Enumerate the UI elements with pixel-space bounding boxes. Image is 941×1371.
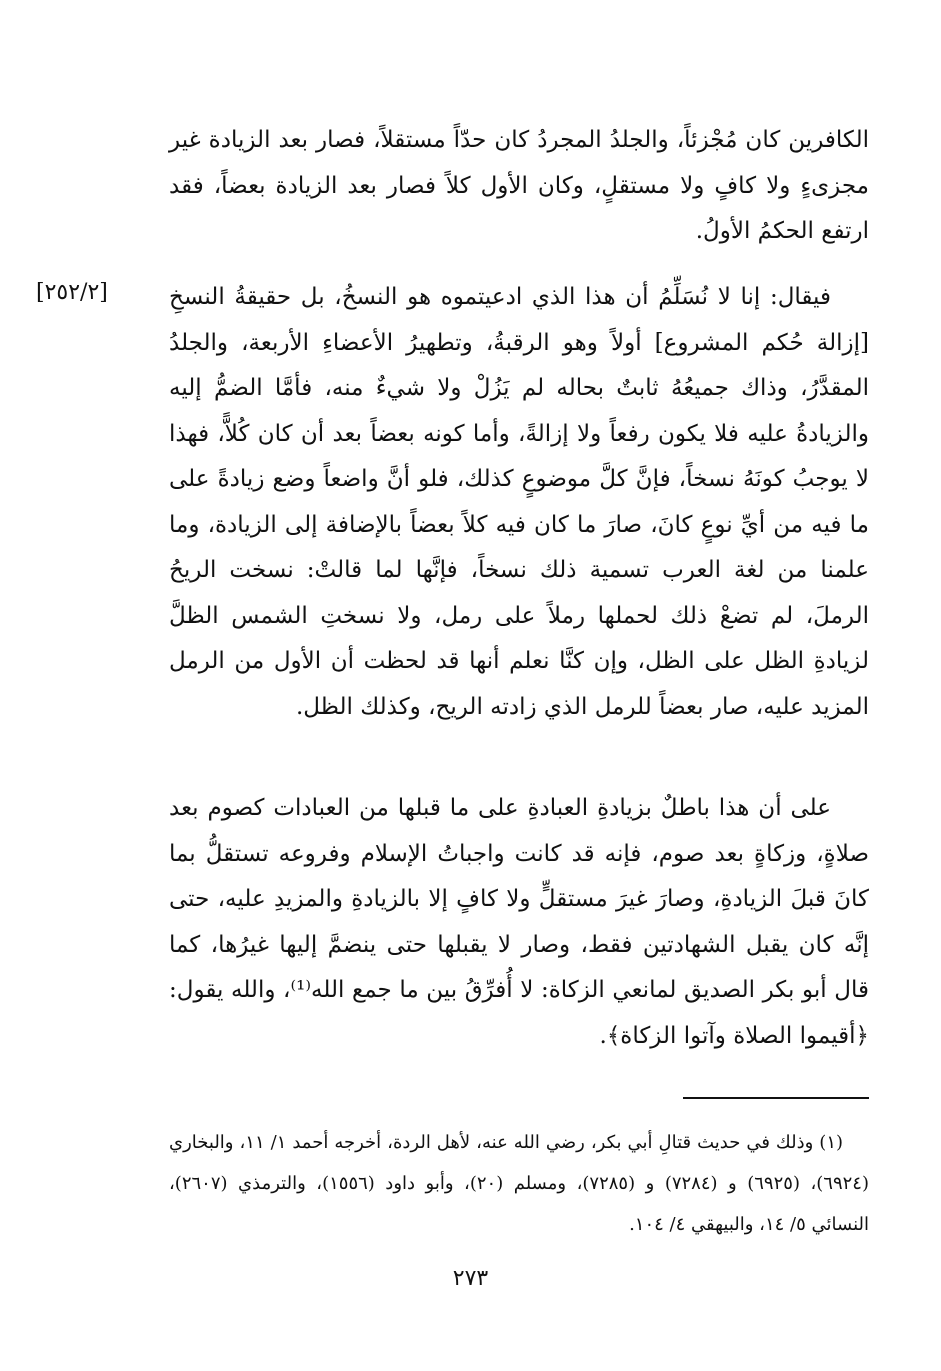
footnote <box>169 1122 869 1245</box>
paragraph-1: الكافرين كان مُجْزئاً، والجلدُ المجردُ كان حدّاً مستقلاً، فصار بعد الزيادة غير مجزىءٍ ولا كافٍ ولا مستقلٍ، وكان الأول كلاً فصار بعد الزيادة بعضاً، فقد ارتفع الحكمُ الأولُ. <box>169 127 869 244</box>
page-number: ٢٧٣ <box>452 1266 489 1291</box>
paragraph-2: فيقال: إنا لا نُسَلِّمُ أن هذا الذي ادعيتموه هو النسخُ، بل حقيقةُ النسخِ [إزالة حُكم المشروع] أولاً وهو الرقبةُ، وتطهيرُ الأعضاءِ الأربعة، والجلدُ المقدَّرُ، وذاك جميعُهُ ثابتٌ بحاله لم يَزُلْ ولا شيءٌ منه، فأمَّا الضمُّ إليه والزيادةُ عليه فلا يكون رفعاً ولا إزالةً، وأما كونه بعضاً بعد أن كان كُلاًّ، فهذا لا يوجبُ كونَهُ نسخاً، فإنَّ كلَّ موضوعٍ كذلك، فلو أنَّ واضعاً وضع زيادةً على ما فيه من أيِّ نوعٍ كانَ، صارَ ما كان فيه كلاً بعضاً بالإضافة إلى الزيادة، وما علمنا من لغة العرب تسمية ذلك نسخاً، فإنَّها لما قالتْ: نسخت الريحُ الرملَ، لم تضعْ ذلك لحملها رملاً على رمل، ولا نسختِ الشمس الظلَّ لزيادةِ الظل على الظل، وإن كنَّا نعلم أنها قد لحظت أن الأول من الرمل المزيد عليه، صار بعضاً للرمل الذي زادته الريح، وكذلك الظل. <box>169 284 869 720</box>
margin-reference: [٢٥٢/٢] <box>36 280 108 305</box>
footnote-divider <box>683 1097 869 1099</box>
footnote-text: (١) وذلك في حديث قتالِ أبي بكر، رضي الله عنه، لأهل الردة، أخرجه أحمد ١/ ١١، والبخاري (٦٩٢٤)، (٦٩٢٥) و (٧٢٨٤) و (٧٢٨٥)، ومسلم (٢٠)، وأبو داود (١٥٥٦)، والترمذي (٢٦٠٧)، النسائي ٥/ ١٤، والبيهقي ٤/ ١٠٤. <box>169 1132 869 1235</box>
paragraph-3: على أن هذا باطلٌ بزيادةِ العبادةِ على ما قبلها من العبادات كصوم بعد صلاةٍ، وزكاةٍ بعد صوم، فإنه قد كانت واجباتُ الإسلام وفروعه تستقلُّ بما كانَ قبلَ الزيادةِ، وصارَ غيرَ مستقلٍّ ولا كافٍ إلا بالزيادةِ والمزيدِ عليه، حتى إنَّه كان يقبل الشهادتين فقط، وصار لا يقبلها حتى ينضمَّ إليها غيرُها، كما قال أبو بكر الصديق لمانعي الزكاة: لا أُفرِّقُ بين ما جمع الله⁽¹⁾، والله يقول: ﴿أقيموا الصلاة وآتوا الزكاة﴾. <box>169 795 870 1049</box>
